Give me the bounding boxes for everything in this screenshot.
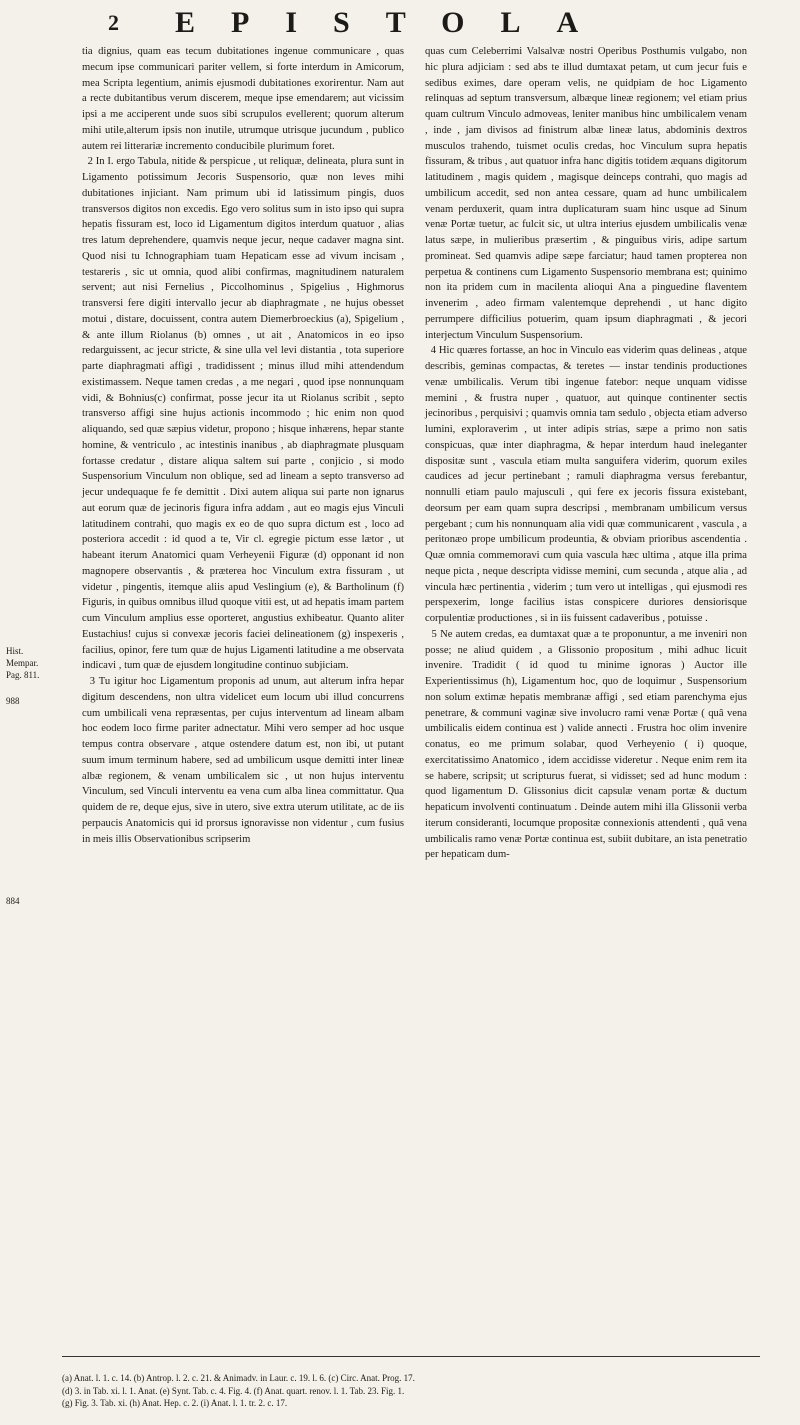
margin-page-ref-988: 988 <box>6 696 20 706</box>
footnote-divider <box>62 1356 760 1357</box>
footnotes <box>62 1372 762 1420</box>
footnote-line: (a) Anat. l. 1. c. 14. (b) Antrop. l. 2. c. 21. & Animadv. in Laur. c. 19. l. 6. (c) Circ. Anat. Prog. 17. <box>62 1373 415 1383</box>
margin-notes <box>6 440 76 920</box>
right-column-text: quas cum Celeberrimi Valsalvæ nostri Operibus Posthumis vulgabo, non hic plura adjiciam : sed abs te illud dumtaxat petam, ut cum jecur fuis e sedibus eximes, dare operam velis, ne quidpiam de hoc Ligamento relinquas ad septum transversum, albæque lineæ regionem; vel etiam prius quam cultrum Vinculo admoveas, leniter manibus hinc umbilicalem venam , inde , jam divisos ad finistrum albæ lineæ latus, abdominis dextros musculos trahendo, tuismet oculis credas, hoc Vinculum supra hepatis fissuram, & tribus , aut quatuor infra hanc digitis totidem æquans digitorum latitudinem , magis quidem , magisque deinceps contrahi, quo magis ad umbilicum accedit, sed non antea cessare, quam ad hunc umbilicalem venam perduxerit, quam intra duplicaturam suam hinc usque ad Sinum venæ Portæ tuetur, ac fulcit sic, ut ultra interius ejusdem umbilicalis venæ latus sæpe, in mulieribus præsertim , & pinguibus viris, adipe sartum promineat. Sed quamvis adipe sæpe farciatur; haud tamen propterea non perpetua & continens cum Ligamento Suspensorio membrana est; quinimo non ita pridem cum in macilenta alioqui Ana a pinguedine flaventem invenerim , adeo firmam valentemque deprehendi , ut hanc digito perrumpere difficilius potuerim, quam ipsum diaphragmati , & jecori interjectum Vinculum Suspensorium. 4 Hic quæres fortasse, an hoc in Vinculo eas viderim quas delineas , atque describis, geminas compactas, & teretes — instar tendinis productiones venæ umbilicalis. Verum tibi ingenue fatebor: neque unquam vidisse memini , & frustra nuper , quatuor, aut quinque continenter sectis jecinoribus , perquisivi ; quamvis omnia tam sedulo , objecta etiam adverso lumini, exploraverim , ut inter adipis strias, sæpe a primo non satis conspicuas, quæ inter diaphragma, & hepar interdum haud ineleganter dispositæ sunt , vasculа etiam multa sanguifera viderim, quorum exiles caudices ad jecur pertinebant ; ramuli diaphragma versus ferebantur, nonnulli etiam paulo majusculi , qui fere ex jecoris fissura existebant, deorsum per eam quam supra descripsi , membranam umbilicum versus pergebant ; cum his nonnunquam alia vidi quæ communicarent , vascula , a peritonæo prope umbilicum prodeuntia, & obviam prioribus ascendentia . Quæ omnia commemoravi cum quia vascula hæc ultima , atque illa prima neque picta , neque descripta vidisse memini, cum secunda , atque alia , ad vincula hæc pertinentia , viderim ; tum vero ut intelligas , qui ejusmodi res perspexerim, longe facilius istas conspicere duriores densiorisque corpulentiæ productiones , si in iis fuissent cadaveribus , potuisse . 5 Ne autem credas, ea dumtaxat quæ a te proponuntur, a me inveniri non posse; ne aliud quidem , a Glissonio propositum , mihi adhuc licuit invenire. Tradidit ( id quod tu minime ignoras ) Auctor ille Experientissimus (h), Ligamentum hoc, quo de loquimur , Suspensorium non solum extimæ hepatis membranæ affigi , sed etiam parenchyma ejus penetrare, & communi vaginæ sive involucro rami venæ Portæ ( quâ vena umbilicalis eidem continua est ) valide annecti . Frustra hoc olim invenire conatus, eo me primum solabar, quod Verheyenio ( i) quoque, exercitatissimo Anatomico , idem accidisse videretur . Neque enim rem ita se habere, scripsit; ut scripturus fuerat, si vidisset; sed ad hunc modum : quod ligamentum D. Glissonius dicit capsulæ venam portæ & ductum hepaticum involventi continuatum . Deinde autem mihi illa Glissonii verba iterum consideranti, locumque propositæ connexionis attendenti , quâ vena umbilicalis ramo venæ Portæ continua est, subiit dubitare, an ista penetratio per hepaticam dum- <box>425 46 747 861</box>
footnote-line: (d) 3. in Tab. xi. l. 1. Anat. (e) Synt. Tab. c. 4. Fig. 4. (f) Anat. quart. renov. l. 1. Tab. 23. Fig. 1. <box>62 1385 405 1396</box>
left-column-text: tia dignius, quam eas tecum dubitationes ingenue communicare , quas mecum ipse communicari pariter vellem, si forte interdum in Amicorum, mea Scripta legentium, animis ejusmodi dubitationes exorirentur. Nam aut a recte dubitantibus verum discerem, meque ipse emendarem; aut vicissim ipsi a me acciperent unde suos sibi scrupulos evellerent; quorum alterum mihi utile,alterum ipsis non inutile, utrumque utrisque jucundum , publico autem rei litterariæ incremento conducibile plurimum foret. 2 In I. ergo Tabula, nitide & perspicue , ut reliquæ, delineata, plura sunt in Ligamento potissimum Jecoris Suspensorio, quæ non leves mihi dubitationes injiciant. Nam primum ubi id latissimum pingis, duos transversos digitos non excedis. Ego vero solitus sum in isto ipso qui supra hepatis fissuram est, loco id Ligamentum digitos interdum quatuor , alias tres latum deprehendere, quamvis neque jecur, neque cadaver magna sint. Quod nisi tu Ichnographiam tuam Hepaticam esse ad vivum incisam , testareris , sic ut omnia, quod alibi confirmas, magnitudinem naturalem servent; aut nisi Fernelius , Piccolhominus , Spigelius , Highmorus transversi fere digiti intervallo jecur ab diaphragmate , ne hujus obesset motui , distare, docuissent, contra autem Diemerbroeckius (a), Spigelium , & ante illum Riolanus (b) omnes , ut ait , Anatomicos in eo ipso redarguissent, ac jecur stricte, & sine ulla vel levi distantia , tota superiore parte diaphragmati affigi , tradidissent ; minus illud mihi attendendum existimassem. Neque tamen credas , a me negari , quod ipse nonnunquam vidi, & Bohnius(c) confirmat, posse jecur ita ut Riolanus scribit , septo transverso affigi sine hujus actionis incommodo ; hic enim non quod aliquando, sed quæ sæpius videtur, propono ; hisque inhærens, hepar stante homine, & ventriculo , ac intestinis inanibus , ab diaphragmate plusquam fortasse credatur , distare aliqua saltem sui parte , conjicio , si modo Suspensorium Vinculum non oblique, sed ad lineam a septo transverso ad jecur undequaque fe fe demittit . Dixi autem aliqua sui parte non ignarus aut eorum quæ de jecinoris figura infra addam , aut eo magis ejus Vinculi latitudinem contrahi, quo magis ex eo de quo supra dictum est , loco ad posteriora accedit : id quod a te, Vir cl. egregie pictum esse lætor , ut habeant iterum Anatomici quam Verheyenii Figuræ (d) opponant id non magnopere observantis , & præterea hoc Vinculum extra fissuram , ut videtur , pingentis, itemque aliis apud Veslingium (e), & Bartholinum (f) Figuris, in quibus omnibus illud quoque vitii est, ut ad hepatis imam partem cum Vinculum amplius esse oporteret, angustius exhibeatur. Quanto aliter Eustachius! cujus si convexæ jecoris faciei delineationem (g) inspexeris , facilius, opinor, fere tum quæ de hujus Ligamenti latitudine a me observata indicavi , tum quæ de ejusdem longitudine continuo subjiciam. 3 Tu igitur hoc Ligamentum proponis ad unum, aut alterum infra hepar digitum descendens, non ultra videlicet eum locum ubi illud concurrens cum umbilicali vena repræsentas, per cujus interventum ad lineam albam hoc eodem loco firme pariter adnectatur. Mihi vero semper ad hoc usque tempus contra observare , atque ostendere datum est, non ibi, ut putant suum imum terminum habere, sed ad umbilicum usque demitti inter lineæ albæ regionem, & venam umbilicalem sic , ut non hujus interventu Vinculum, sed Vinculi interventu ea vena cum alba linea committatur. Qua quidem de re, deque ejus, sive in utero, sive extra uterum utilitate, ac de iis perpaucis Anatomicis qui id prorsus ignoravisse non videntur , cum fusius in meis illis Observationibus scripserim <box>82 46 404 845</box>
footnote-line: (g) Fig. 3. Tab. xi. (h) Anat. Hep. c. 2. (i) Anat. l. 1. tr. 2. c. 17. <box>62 1398 288 1408</box>
margin-page-ref-884: 884 <box>6 896 20 906</box>
page-number: 2 <box>108 10 119 35</box>
margin-note-reference: Hist. Mempar. Pag. 811. <box>6 646 40 680</box>
running-title: EPISTOLA <box>175 6 615 39</box>
page-header <box>0 6 800 46</box>
